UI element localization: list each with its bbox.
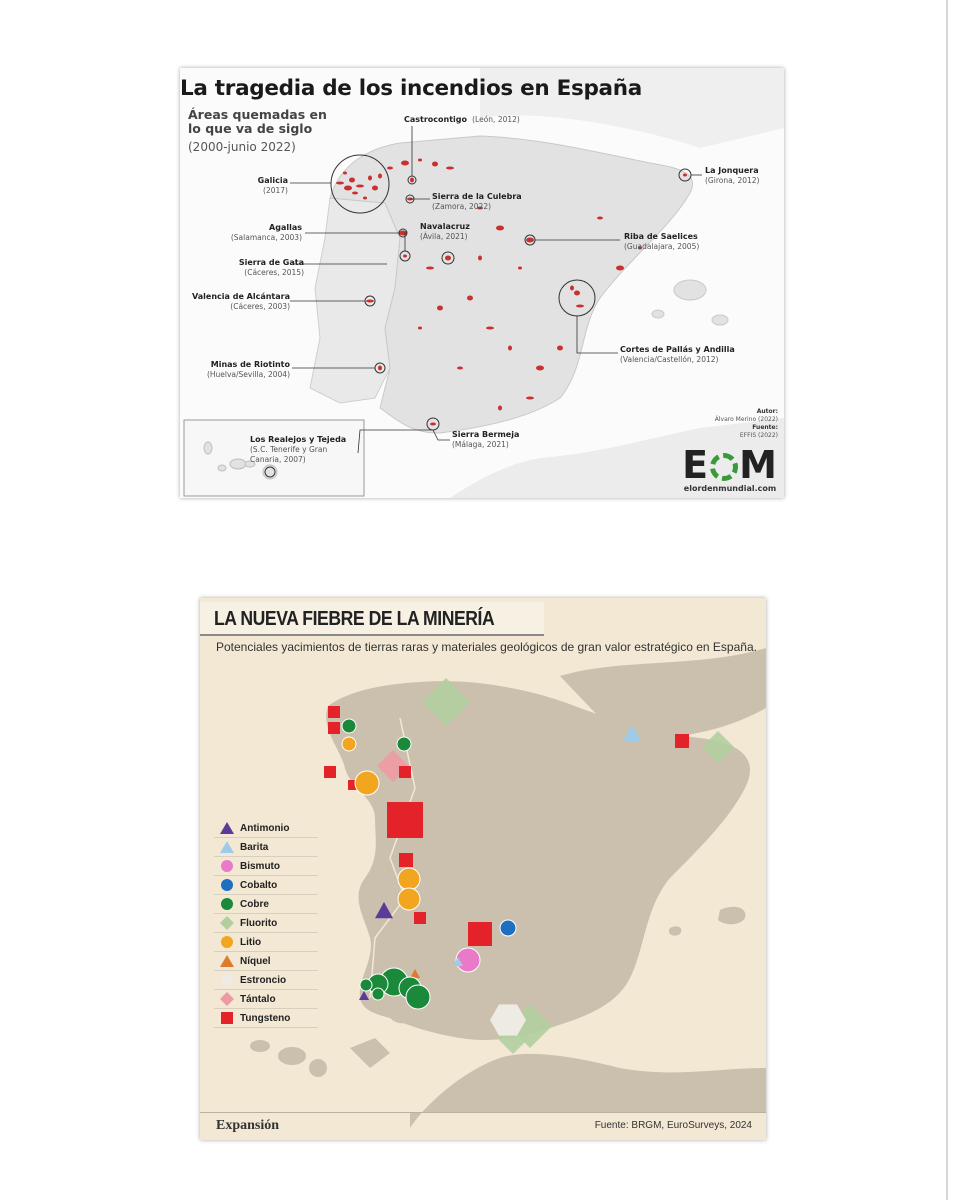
burn-area: [570, 286, 574, 291]
tungsteno-site: [399, 766, 411, 778]
burn-area: [557, 346, 563, 351]
burn-area: [496, 226, 504, 231]
tungsteno-site: [468, 922, 492, 946]
burn-area: [518, 267, 522, 270]
legend-tungsteno: Tungsteno: [214, 1009, 318, 1028]
burn-area: [356, 185, 364, 188]
burn-area: [378, 366, 382, 371]
burn-area: [478, 256, 482, 261]
burn-area: [526, 397, 534, 400]
mining-source: Fuente: BRGM, EuroSurveys, 2024: [594, 1120, 752, 1131]
burn-area: [403, 255, 407, 258]
burn-area: [399, 231, 407, 236]
burn-area: [574, 291, 580, 296]
burn-area: [498, 406, 502, 411]
tungsteno-site: [399, 853, 413, 867]
legend-cobre: Cobre: [214, 895, 318, 914]
map1-subtitle: Áreas quemadas en lo que va de siglo: [188, 107, 327, 136]
cobre-site: [372, 988, 384, 1000]
burn-area: [430, 423, 436, 426]
label-navalacruz: Navalacruz (Ávila, 2021): [420, 222, 470, 241]
cobre-site: [397, 737, 411, 751]
burn-area: [349, 178, 355, 183]
cobre-site: [360, 979, 372, 991]
mining-map: [200, 598, 766, 1140]
burn-area: [366, 300, 374, 303]
footer-divider: [200, 1112, 766, 1113]
label-cortes-pallas: Cortes de Pallás y Andilla (Valencia/Castellón, 2012): [620, 345, 735, 364]
burn-area: [378, 174, 382, 179]
wildfire-map: [180, 68, 784, 498]
burn-area: [457, 367, 463, 370]
legend-barita: Barita: [214, 838, 318, 857]
label-agallas: Agallas (Salamanca, 2003): [230, 223, 302, 242]
map1-period: (2000-junio 2022): [188, 140, 296, 154]
cobre-site: [406, 985, 430, 1009]
legend-fluorito: Fluorito: [214, 914, 318, 933]
legend-litio: Litio: [214, 933, 318, 952]
tungsteno-site: [414, 912, 426, 924]
burn-area: [410, 178, 414, 183]
litio-site: [398, 888, 420, 910]
tungsteno-site: [328, 722, 340, 734]
legend-tantalo: Tántalo: [214, 990, 318, 1009]
tungsteno-site: [328, 706, 340, 718]
burn-area: [418, 159, 422, 162]
legend-estroncio: Estroncio: [214, 971, 318, 990]
burn-area: [363, 197, 367, 200]
label-galicia: Galicia (2017): [257, 176, 288, 195]
burn-area: [576, 305, 584, 308]
label-minas-riotinto: Minas de Riotinto (Huelva/Sevilla, 2004): [206, 360, 290, 379]
mining-legend: [214, 819, 318, 1028]
burn-area: [368, 176, 372, 181]
burn-area: [432, 162, 438, 167]
tungsteno-site: [387, 802, 423, 838]
burn-area: [437, 306, 443, 311]
burn-area: [401, 161, 409, 166]
legend-bismuto: Bismuto: [214, 857, 318, 876]
eom-url: elordenmundial.com: [683, 484, 777, 493]
burn-area: [683, 174, 687, 177]
burn-area: [446, 167, 454, 170]
litio-site: [342, 737, 356, 751]
burn-area: [352, 192, 358, 195]
burn-area: [536, 366, 544, 371]
map1-title: La tragedia de los incendios en España: [180, 76, 642, 101]
burn-area: [597, 217, 603, 220]
label-riba-saelices: Riba de Saelices (Guadalajara, 2005): [624, 232, 700, 251]
burn-area: [467, 296, 473, 301]
burn-area: [387, 167, 393, 170]
label-sierra-gata: Sierra de Gata (Cáceres, 2015): [238, 258, 304, 277]
page-edge: [946, 0, 948, 1200]
burn-area: [336, 182, 344, 185]
tungsteno-site: [324, 766, 336, 778]
label-valencia-alcantara: Valencia de Alcántara (Cáceres, 2003): [192, 292, 290, 311]
burn-area: [343, 172, 347, 175]
burn-area: [426, 267, 434, 270]
burn-area: [508, 346, 512, 351]
burn-area: [616, 266, 624, 271]
label-castrocontigo: Castrocontigo (León, 2012): [404, 115, 520, 124]
burn-area: [486, 327, 494, 330]
mining-title-bar: [200, 602, 544, 636]
litio-site: [398, 868, 420, 890]
expansion-logo: Expansión: [216, 1118, 280, 1133]
eom-logo: E M elordenmundial.com: [682, 443, 778, 493]
burn-area: [372, 186, 378, 191]
cobre-site: [342, 719, 356, 733]
label-realejos-tejeda: Los Realejos y Tejeda (S.C. Tenerife y Gran Canaria, 2007): [250, 435, 347, 464]
burn-area: [418, 327, 422, 330]
tungsteno-site: [675, 734, 689, 748]
eom-o-ring: [710, 453, 738, 481]
mining-title: LA NUEVA FIEBRE DE LA MINERÍA: [214, 608, 495, 630]
legend-niquel: Níquel: [214, 952, 318, 971]
legend-antimonio: Antimonio: [214, 819, 318, 838]
label-la-jonquera: La Jonquera (Girona, 2012): [705, 166, 760, 185]
litio-site: [355, 771, 379, 795]
label-sierra-bermeja: Sierra Bermeja (Málaga, 2021): [452, 430, 520, 449]
mining-subtitle: Potenciales yacimientos de tierras raras y materiales geológicos de gran valor estratégico en España.: [216, 640, 757, 654]
map1-credits: Autor: Álvaro Merino (2022) Fuente: EFFIS (2022): [714, 408, 778, 439]
legend-cobalto: Cobalto: [214, 876, 318, 895]
cobalto-site: [500, 920, 516, 936]
label-sierra-culebra: Sierra de la Culebra (Zamora, 2022): [432, 192, 522, 211]
burn-area: [526, 238, 534, 243]
burn-area: [344, 186, 352, 191]
burn-area: [445, 256, 451, 261]
